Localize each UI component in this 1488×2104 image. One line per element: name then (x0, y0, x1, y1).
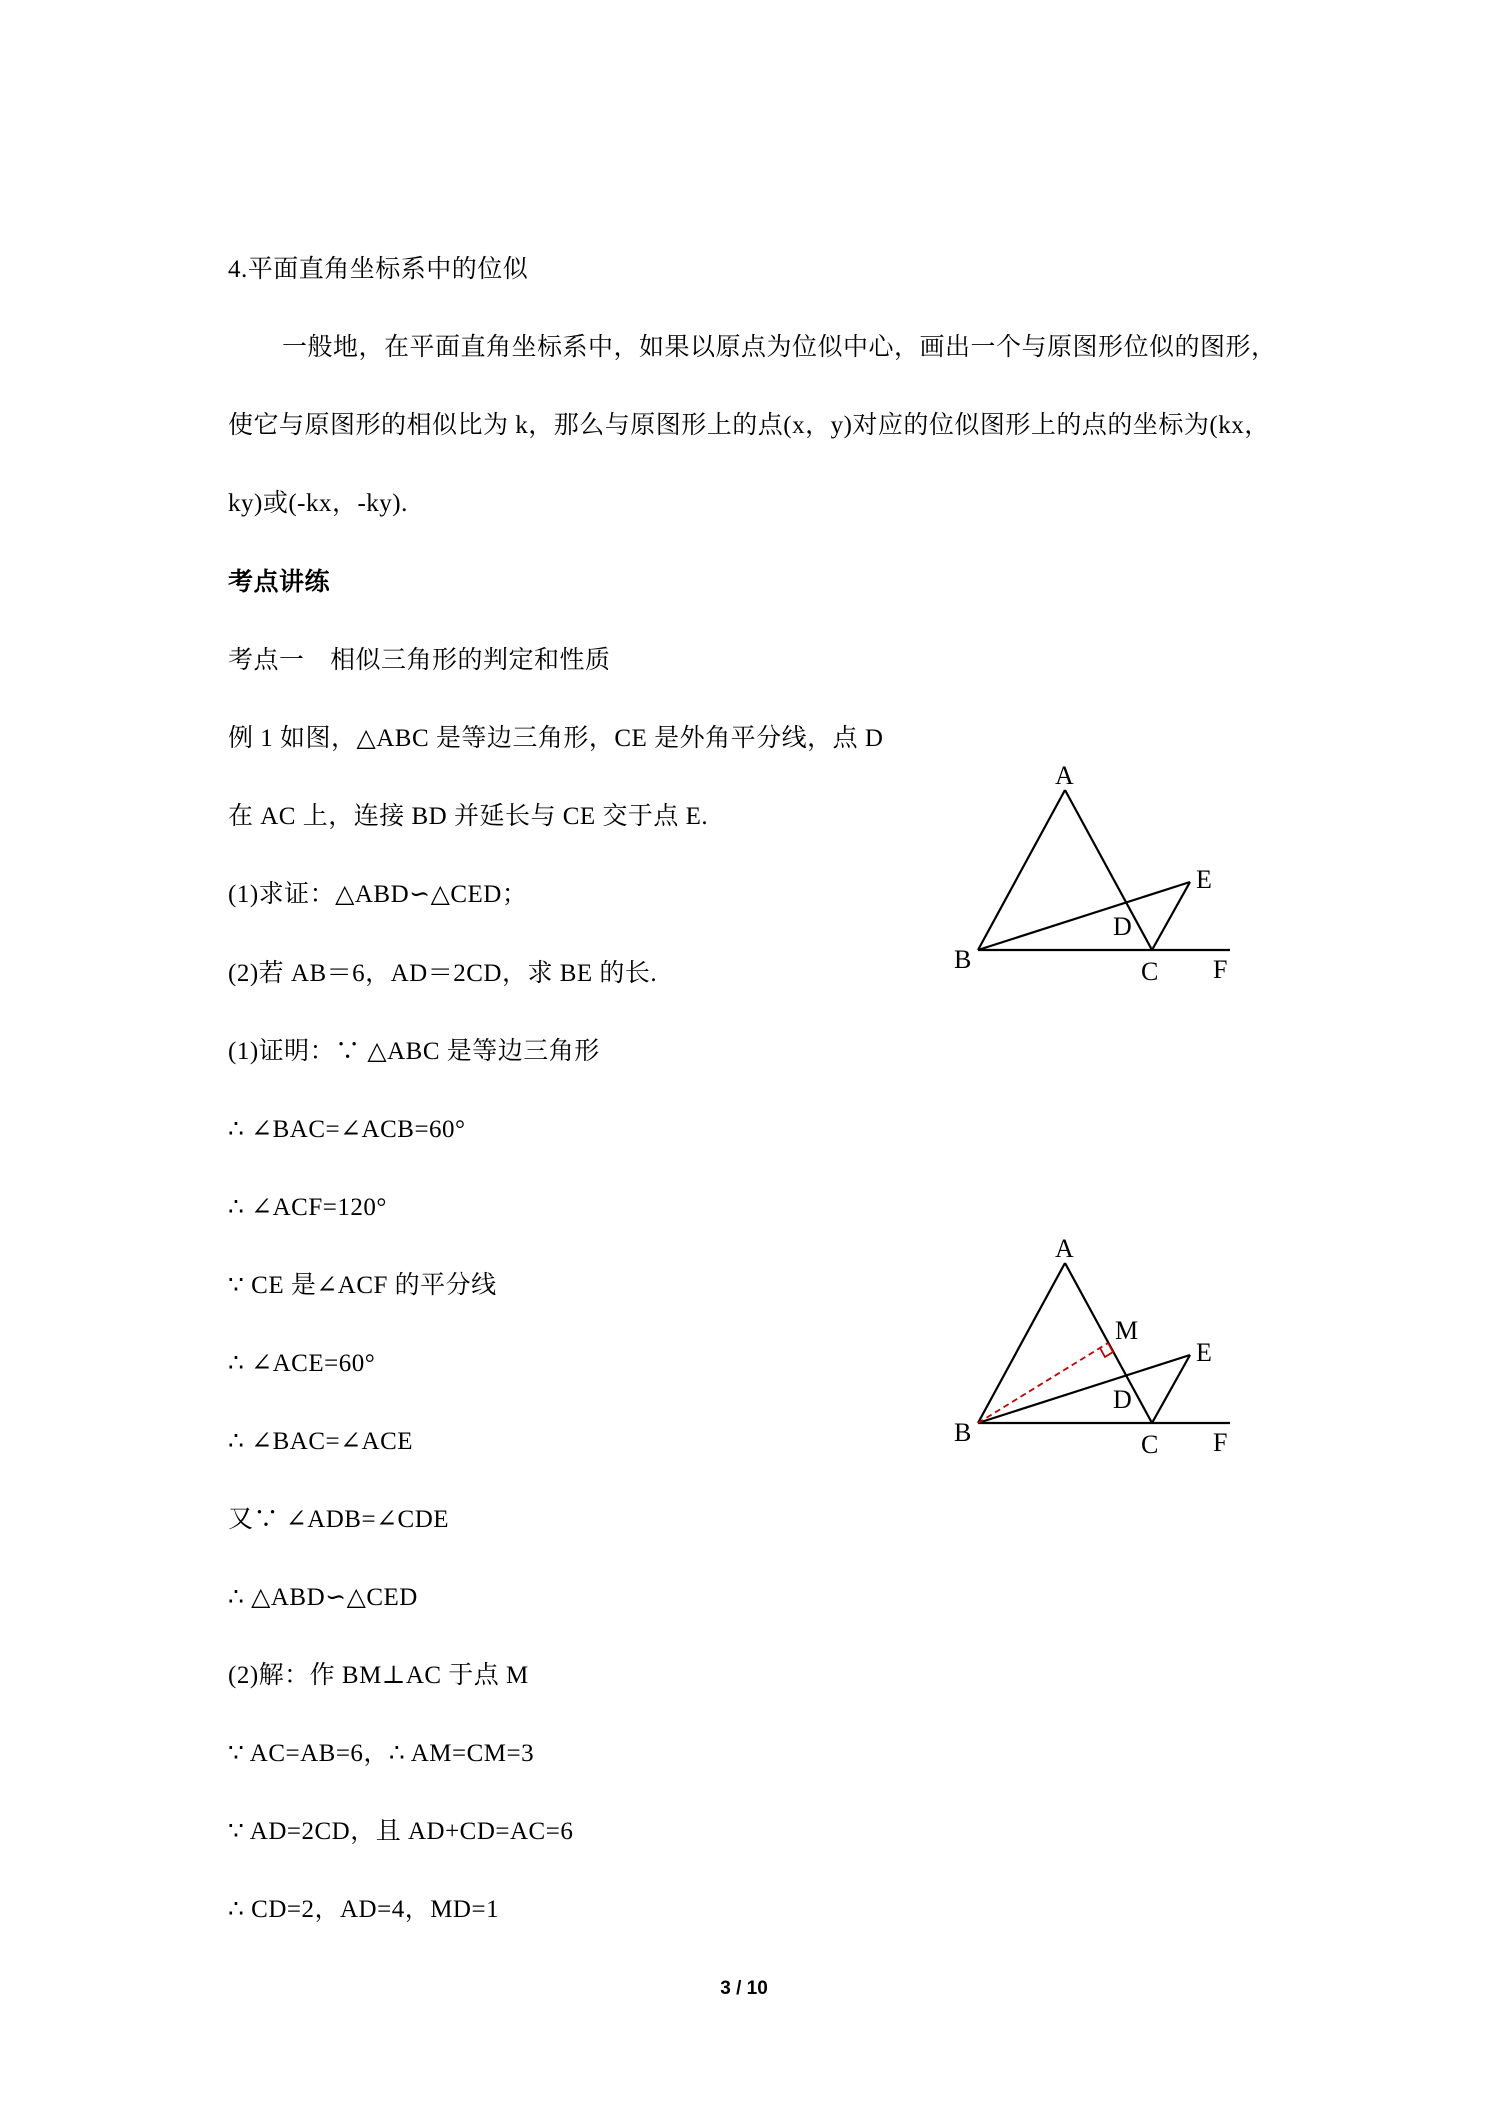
label-d: D (1113, 912, 1132, 941)
right-angle-mark (1100, 1343, 1113, 1357)
solution-line: ∵ AC=AB=6，∴ AM=CM=3 (228, 1740, 535, 1767)
proof-line: (1)证明：∵ △ABC 是等边三角形 (228, 1038, 600, 1065)
triangle-figure-2 (940, 1233, 1240, 1493)
proof-line: 又∵ ∠ADB=∠CDE (228, 1506, 450, 1533)
label-e: E (1196, 865, 1212, 894)
label-d: D (1113, 1385, 1132, 1414)
solution-line: (2)解：作 BM⊥AC 于点 M (228, 1662, 529, 1689)
example-line-1: 例 1 如图，△ABC 是等边三角形，CE 是外角平分线，点 D (228, 725, 884, 752)
proof-line: ∴ ∠BAC=∠ACE (228, 1428, 414, 1455)
paragraph-line-3: ky)或(-kx，-ky). (228, 490, 408, 517)
segment-bm-dashed (978, 1343, 1108, 1423)
label-c: C (1141, 1430, 1159, 1459)
question-2: (2)若 AB＝6，AD＝2CD，求 BE 的长. (228, 960, 658, 987)
proof-line: ∴ ∠ACE=60° (228, 1350, 376, 1377)
label-f: F (1213, 1428, 1228, 1457)
paragraph-line-1: 一般地，在平面直角坐标系中，如果以原点为位似中心，画出一个与原图形位似的图形， (282, 334, 1277, 361)
label-b: B (954, 1418, 972, 1447)
proof-line: ∴ △ABD∽△CED (228, 1584, 418, 1611)
page-number: 3 / 10 (720, 1978, 768, 1999)
solution-line: ∴ CD=2，AD=4，MD=1 (228, 1896, 500, 1923)
label-a: A (1055, 761, 1074, 790)
paragraph-line-2: 使它与原图形的相似比为 k，那么与原图形上的点(x，y)对应的位似图形上的点的坐标为(kx， (228, 412, 1270, 439)
segment-ac (1065, 790, 1152, 950)
label-e: E (1196, 1338, 1212, 1367)
triangle-figure-1 (940, 760, 1240, 1020)
proof-line: ∵ CE 是∠ACF 的平分线 (228, 1272, 497, 1299)
label-a: A (1055, 1234, 1074, 1263)
label-m: M (1115, 1316, 1139, 1345)
topic-heading: 考点一 相似三角形的判定和性质 (228, 647, 611, 674)
label-f: F (1213, 955, 1228, 984)
solution-line: ∵ AD=2CD，且 AD+CD=AC=6 (228, 1818, 574, 1845)
section-heading: 4.平面直角坐标系中的位似 (228, 256, 529, 283)
example-line-2: 在 AC 上，连接 BD 并延长与 CE 交于点 E. (228, 803, 709, 830)
proof-line: ∴ ∠ACF=120° (228, 1194, 387, 1221)
question-1: (1)求证：△ABD∽△CED； (228, 881, 528, 908)
practice-heading: 考点讲练 (228, 569, 331, 596)
label-b: B (954, 945, 972, 974)
label-c: C (1141, 957, 1159, 986)
proof-line: ∴ ∠BAC=∠ACB=60° (228, 1116, 466, 1143)
